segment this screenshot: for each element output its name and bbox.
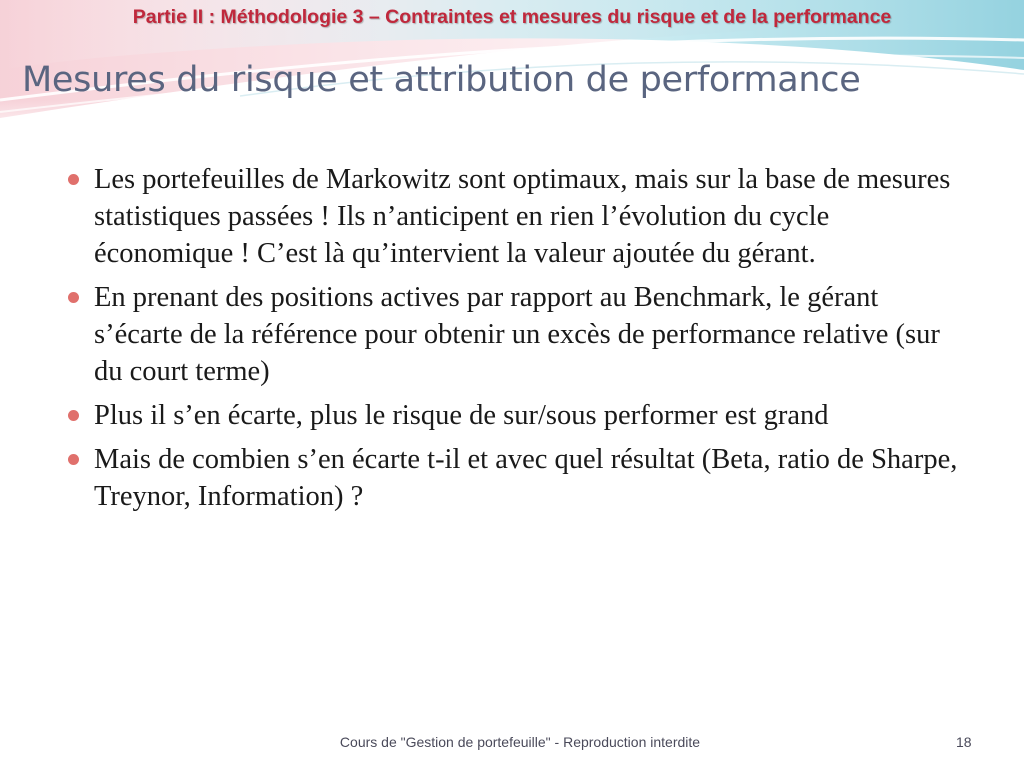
bullet-dot-icon — [68, 174, 79, 185]
footer-text: Cours de "Gestion de portefeuille" - Reproduction interdite — [339, 734, 701, 750]
bullet-item — [66, 397, 966, 434]
bullet-item — [66, 161, 966, 272]
bullet-text: Les portefeuilles de Markowitz sont optimaux, mais sur la base de mesures statistiques passées ! Ils n’anticipent en rien l’évolution du cycle économique ! C’est là qu’intervient la valeur ajoutée du gérant. — [94, 164, 951, 269]
bullet-text: En prenant des positions actives par rapport au Benchmark, le gérant s’écarte de la référence pour obtenir un excès de performance relative (sur du court terme) — [94, 282, 940, 387]
bullet-item — [66, 279, 966, 390]
slide-title: Mesures du risque et attribution de performance — [22, 60, 861, 100]
bullet-item — [66, 441, 966, 515]
bullet-dot-icon — [68, 292, 79, 303]
bullet-dot-icon — [68, 454, 79, 465]
bullet-dot-icon — [68, 410, 79, 421]
bullet-list — [66, 161, 966, 522]
bullet-text: Mais de combien s’en écarte t-il et avec quel résultat (Beta, ratio de Sharpe, Treynor, Information) ? — [94, 444, 958, 512]
bullet-text: Plus il s’en écarte, plus le risque de sur/sous performer est grand — [94, 400, 829, 431]
page-number: 18 — [956, 734, 972, 750]
section-header: Partie II : Méthodologie 3 – Contraintes et mesures du risque et de la performance — [132, 6, 892, 28]
